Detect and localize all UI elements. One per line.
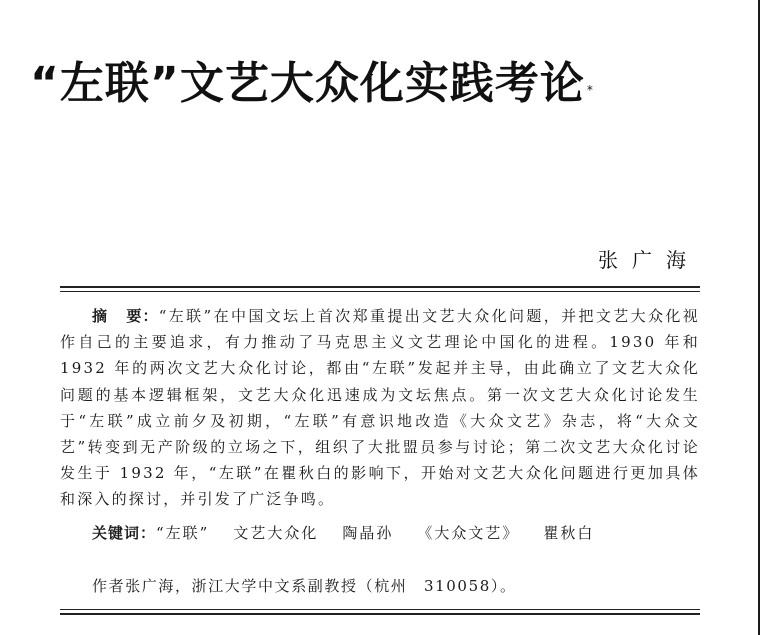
keyword-item: 瞿秋白 <box>543 524 595 542</box>
abstract-block <box>60 303 700 513</box>
top-divider <box>60 286 700 292</box>
article-title <box>30 54 594 114</box>
abstract-label-part1: 摘 <box>92 307 109 325</box>
abstract-text: “左联”在中国文坛上首次郑重提出文艺大众化问题，并把文艺大众化视作自己的主要追求，有力推动了马克思主义文艺理论中国化的进程。1930 年和 1932 年的两次文艺大众化讨论，都由“左联”发起并主导，由此确立了文艺大众化问题的基本逻辑框架，文艺大众化迅速成为文坛焦点。第一次文艺大众化讨论发生于“左联”成立前夕及初期，“左联”有意识地改造《大众文艺》杂志，将“大众文艺”转变到无产阶级的立场之下，组织了大批盟员参与讨论；第二次文艺大众化讨论发生于 1932 年，“左联”在瞿秋白的影响下，开始对文艺大众化问题进行更加具体和深入的探讨，并引发了广泛争鸣。 <box>60 307 700 509</box>
keyword-item: 陶晶孙 <box>342 524 394 542</box>
bottom-divider <box>60 609 700 615</box>
keyword-item: 《大众文艺》 <box>417 524 520 542</box>
keyword-item: “左联” <box>156 524 210 542</box>
keywords-label: 关键词： <box>92 524 157 542</box>
article-title-text: “左联”文艺大众化实践考论 <box>30 58 585 109</box>
article-author: 张广海 <box>598 248 700 272</box>
abstract-label <box>92 307 159 325</box>
abstract-label-part2: 要： <box>126 307 159 325</box>
keywords-line <box>92 520 618 546</box>
title-footnote-mark: * <box>586 83 594 97</box>
keyword-item: 文艺大众化 <box>233 524 319 542</box>
author-affiliation-note: 作者张广海，浙江大学中文系副教授（杭州 310058）。 <box>92 577 517 595</box>
